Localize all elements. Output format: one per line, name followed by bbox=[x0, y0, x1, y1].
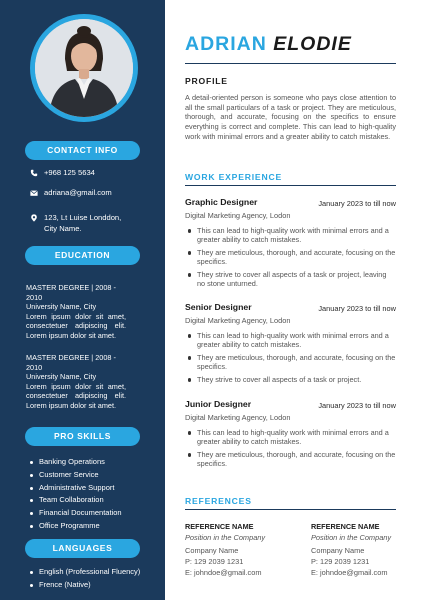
contact-phone: +968 125 5634 bbox=[30, 168, 154, 181]
languages-heading: LANGUAGES bbox=[25, 539, 140, 558]
languages-list bbox=[30, 566, 140, 592]
job-date: January 2023 to till now bbox=[318, 401, 396, 410]
reference-card: REFERENCE NAME Position in the Company Company Name P: 129 2039 1231 E: johndoe@gmail.com bbox=[185, 522, 266, 577]
name-divider bbox=[185, 63, 396, 64]
job-bullet: This can lead to high-quality work with minimal errors and a greater ability to catch mistakes. bbox=[188, 226, 396, 245]
job-bullets bbox=[188, 331, 396, 388]
job-bullet: They are meticulous, thorough, and accurate, focusing on the specifics. bbox=[188, 248, 396, 267]
job-bullet: They are meticulous, thorough, and accurate, focusing on the specifics. bbox=[188, 450, 396, 469]
profile-heading: PROFILE bbox=[185, 76, 228, 86]
email-icon bbox=[30, 188, 44, 201]
job-bullet: They strive to cover all aspects of a task or project, leaving no stone unturned. bbox=[188, 270, 396, 289]
profile-photo-frame bbox=[30, 14, 138, 122]
skill-item: Customer Service bbox=[30, 469, 122, 482]
language-item: English (Professional Fluency) bbox=[30, 566, 140, 579]
job-bullet: They strive to cover all aspects of a task or project. bbox=[188, 375, 396, 384]
skill-item: Banking Operations bbox=[30, 456, 122, 469]
education-entry: MASTER DEGREE | 2008 - 2010 University Name, City Lorem ipsum dolor sit amet, consectetuer adipiscing elit. Lorem ipsum dolor sit amet. bbox=[26, 353, 126, 410]
contact-info-heading: CONTACT INFO bbox=[25, 141, 140, 160]
job-date: January 2023 to till now bbox=[318, 304, 396, 313]
work-experience-heading: WORK EXPERIENCE bbox=[185, 172, 282, 182]
language-item: Frence (Native) bbox=[30, 579, 140, 592]
references-heading: REFERENCES bbox=[185, 496, 252, 506]
job-title: Junior Designer bbox=[185, 399, 252, 409]
skills-list bbox=[30, 456, 122, 533]
skill-item: Office Programme bbox=[30, 520, 122, 533]
pro-skills-heading: PRO SKILLS bbox=[25, 427, 140, 446]
contact-address: 123, Lt Luise Londdon, City Name. bbox=[30, 213, 130, 234]
skill-item: Team Collaboration bbox=[30, 494, 122, 507]
location-icon bbox=[30, 213, 44, 226]
skill-item: Financial Documentation bbox=[30, 507, 122, 520]
portrait-image bbox=[35, 19, 133, 117]
job-company: Digital Marketing Agency, Lodon bbox=[185, 413, 291, 422]
job-bullet: This can lead to high-quality work with minimal errors and a greater ability to catch mistakes. bbox=[188, 428, 396, 447]
section-divider bbox=[185, 185, 396, 186]
reference-card: REFERENCE NAME Position in the Company Company Name P: 129 2039 1231 E: johndoe@gmail.com bbox=[311, 522, 392, 577]
profile-summary: A detail-oriented person is someone who pays close attention to all the small particulars of a task or project. They are meticulous, thorough, and accurate, focusing on the specifics to ensure everything is correct and complete. This can lead to high-quality work with minimal errors and a greater ability to catch mistakes. bbox=[185, 93, 396, 141]
job-company: Digital Marketing Agency, Lodon bbox=[185, 211, 291, 220]
job-bullet: This can lead to high-quality work with minimal errors and a greater ability to catch mistakes. bbox=[188, 331, 396, 350]
job-company: Digital Marketing Agency, Lodon bbox=[185, 316, 291, 325]
sidebar bbox=[0, 0, 165, 600]
job-date: January 2023 to till now bbox=[318, 199, 396, 208]
job-bullet: They are meticulous, thorough, and accurate, focusing on the specifics. bbox=[188, 353, 396, 372]
skill-item: Administrative Support bbox=[30, 482, 122, 495]
contact-email: adriana@gmail.com bbox=[30, 188, 154, 201]
education-heading: EDUCATION bbox=[25, 246, 140, 265]
job-title: Graphic Designer bbox=[185, 197, 258, 207]
candidate-name: ADRIAN ELODIE bbox=[185, 33, 352, 55]
phone-icon bbox=[30, 168, 44, 181]
section-divider bbox=[185, 509, 396, 510]
education-entry: MASTER DEGREE | 2008 - 2010 University Name, City Lorem ipsum dolor sit amet, consectetuer adipiscing elit. Lorem ipsum dolor sit amet. bbox=[26, 283, 126, 340]
profile-photo bbox=[35, 19, 133, 117]
job-bullets bbox=[188, 428, 396, 472]
job-title: Senior Designer bbox=[185, 302, 252, 312]
job-bullets bbox=[188, 226, 396, 292]
